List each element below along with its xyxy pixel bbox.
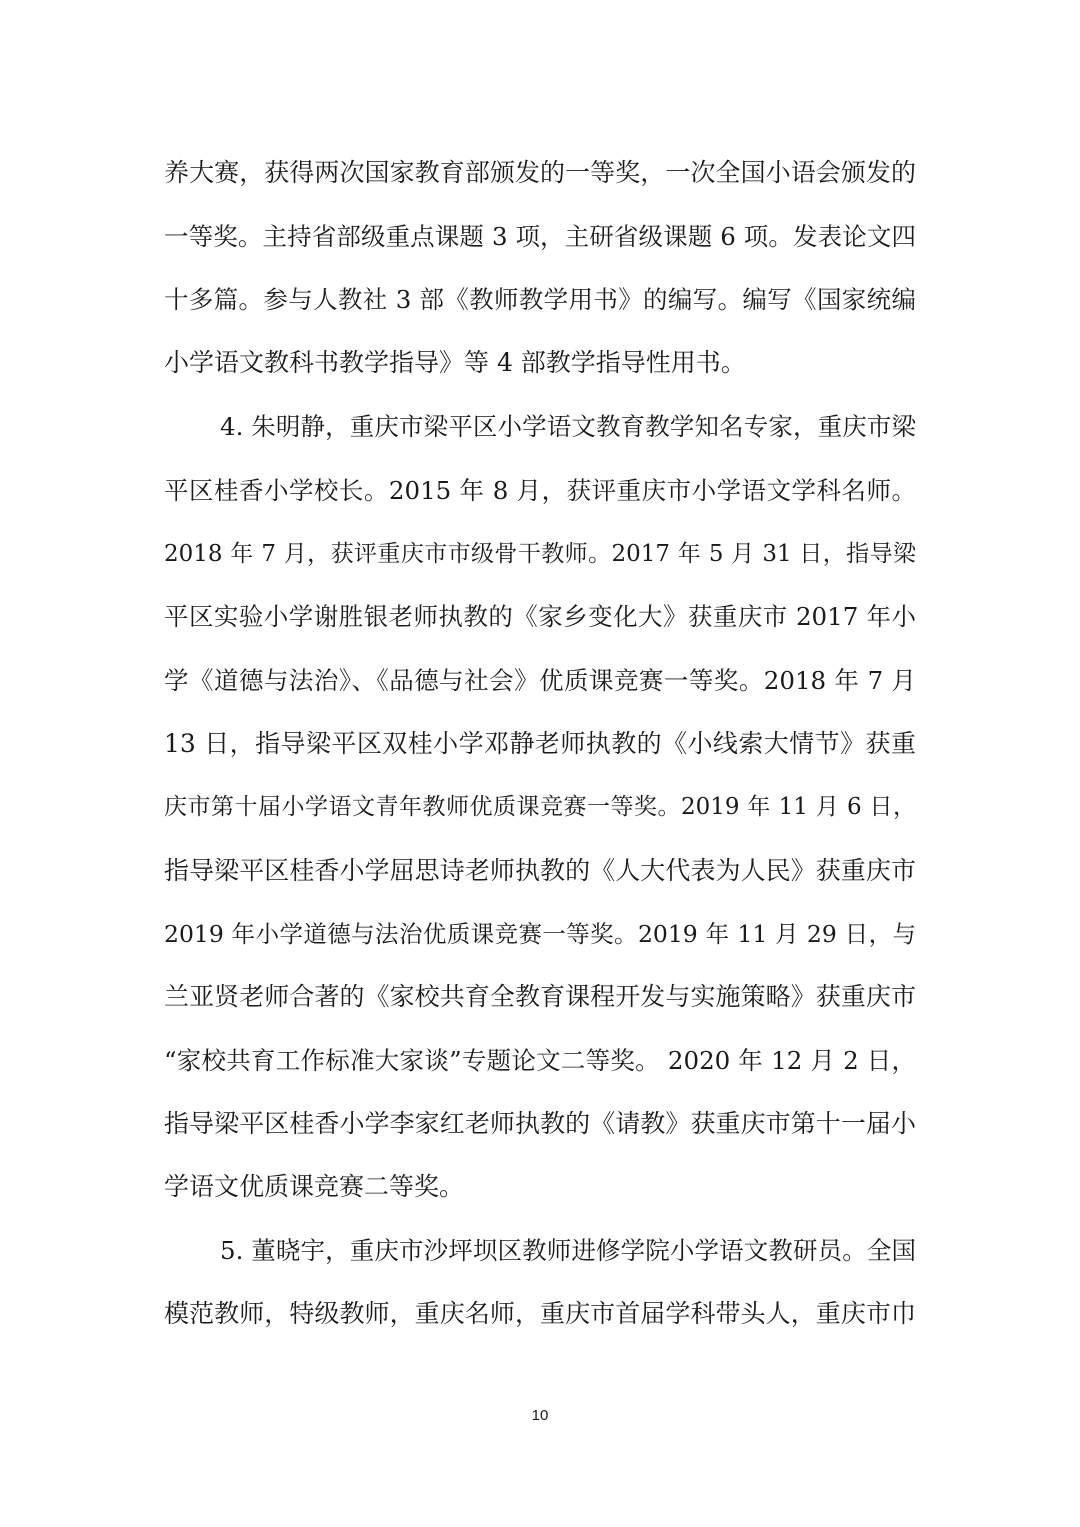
text-line: 4. 朱明静，重庆市梁平区小学语文教育教学知名专家，重庆市梁 [220,412,916,441]
text-line: 学《道德与法治》、《品德与社会》优质课竞赛一等奖。2018 年 7 月 [164,666,916,695]
text-line: 模范教师，特级教师，重庆名师，重庆市首届学科带头人，重庆市巾 [164,1299,916,1328]
text-line: “家校共育工作标准大家谈”专题论文二等奖。 2020 年 12 月 2 日， [164,1046,916,1075]
text-line: 庆市第十届小学语文青年教师优质课竞赛一等奖。2019 年 11 月 6 日， [164,794,916,820]
text-line: 指导梁平区桂香小学李家红老师执教的《请教》获重庆市第十一届小 [164,1109,916,1138]
page-number: 10 [531,1407,549,1424]
text-line: 平区桂香小学校长。2015 年 8 月，获评重庆市小学语文学科名师。 [164,476,916,505]
text-line: 平区实验小学谢胜银老师执教的《家乡变化大》获重庆市 2017 年小 [164,602,916,631]
text-line: 13 日，指导梁平区双桂小学邓静老师执教的《小线索大情节》获重 [164,729,916,758]
text-line: 学语文优质课竞赛二等奖。 [164,1172,465,1201]
text-line: 一等奖。主持省部级重点课题 3 项，主研省级课题 6 项。发表论文四 [164,222,916,251]
text-line: 十多篇。参与人教社 3 部《教师教学用书》的编写。编写《国家统编 [164,285,916,314]
text-line: 小学语文教科书教学指导》等 4 部教学指导性用书。 [164,348,746,377]
text-line: 养大赛，获得两次国家教育部颁发的一等奖，一次全国小语会颁发的 [164,158,916,187]
text-line: 兰亚贤老师合著的《家校共育全教育课程开发与实施策略》获重庆市 [164,982,916,1011]
text-line: 5. 董晓宇，重庆市沙坪坝区教师进修学院小学语文教研员。全国 [220,1236,916,1265]
text-line: 2019 年小学道德与法治优质课竞赛一等奖。2019 年 11 月 29 日，与 [164,920,916,948]
text-line: 指导梁平区桂香小学屈思诗老师执教的《人大代表为人民》获重庆市 [164,856,916,885]
text-line: 2018 年 7 月，获评重庆市市级骨干教师。2017 年 5 月 31 日，指导梁 [164,541,916,567]
